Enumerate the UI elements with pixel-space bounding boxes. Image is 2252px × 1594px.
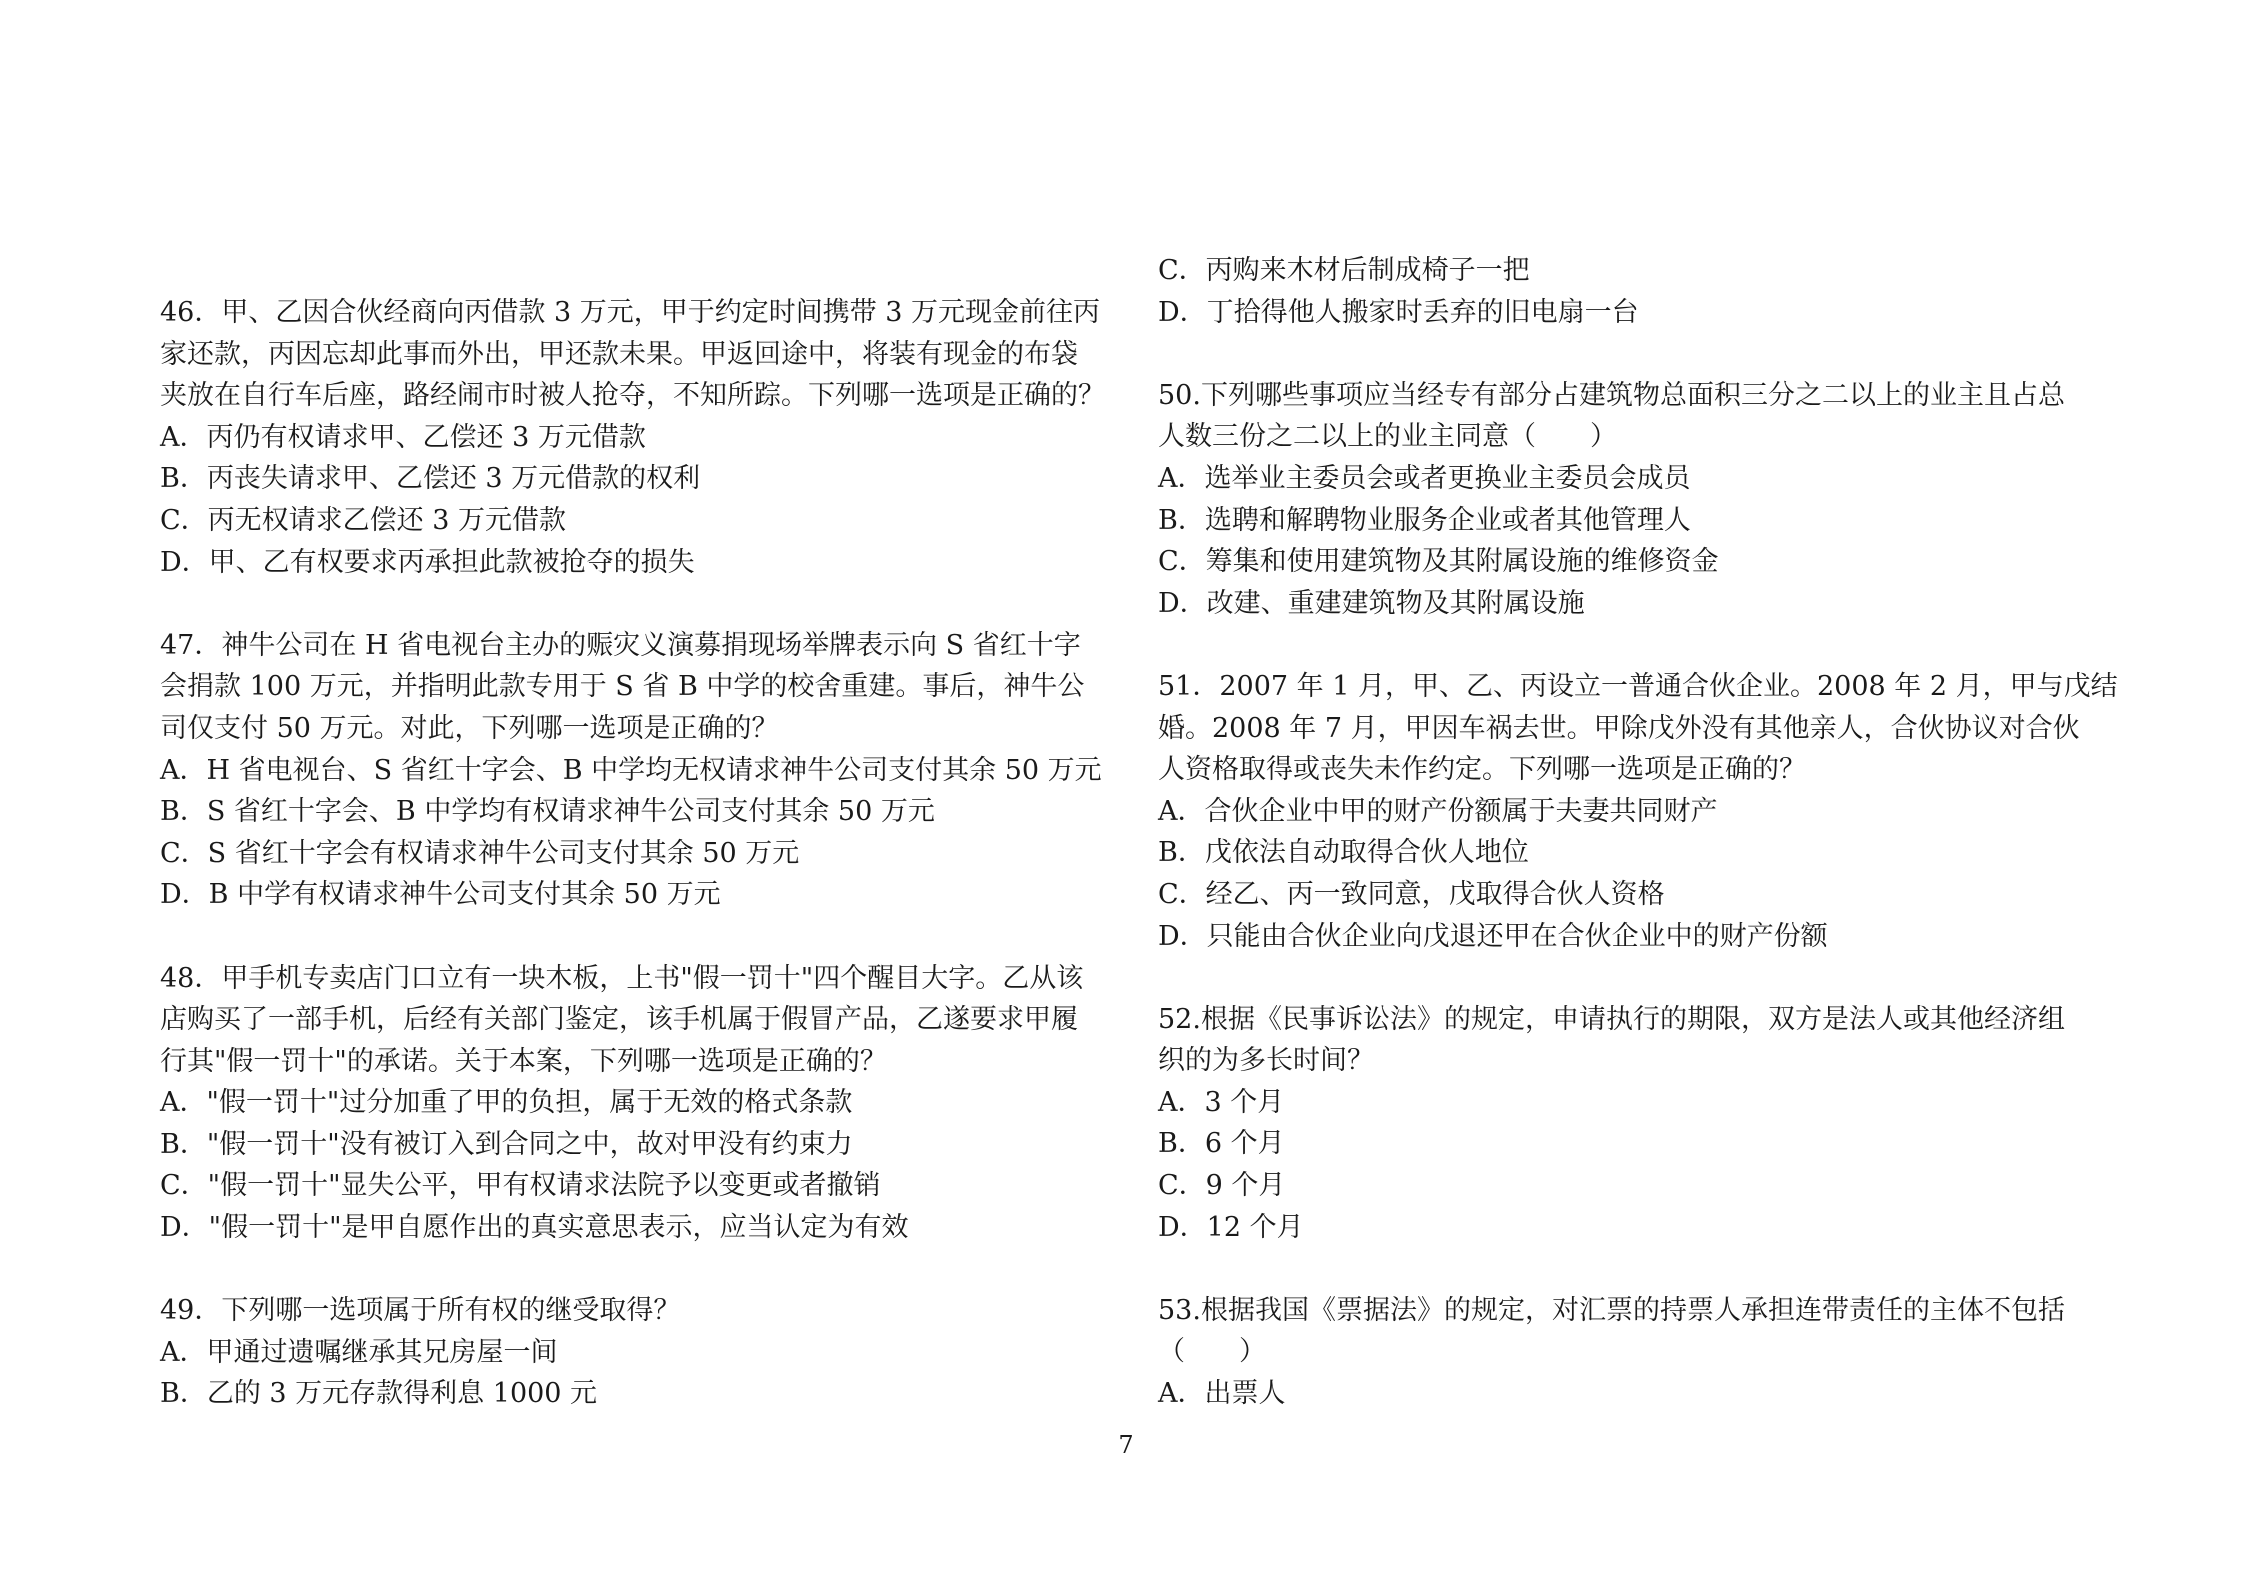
question-stem-line: 人数三份之二以上的业主同意（ ）: [1158, 421, 1617, 453]
answer-option: B．6 个月: [1158, 1128, 1285, 1160]
answer-option: A．甲通过遗嘱继承其兄房屋一间: [160, 1336, 558, 1368]
answer-option: D．改建、重建建筑物及其附属设施: [1158, 587, 1585, 619]
question-q46: [160, 292, 1110, 583]
question-spacer: [160, 583, 1110, 625]
question-stem-line: 46．甲、乙因合伙经商向丙借款 3 万元，甲于约定时间携带 3 万元现金前往丙: [160, 297, 1101, 328]
question-stem-line: 店购买了一部手机，后经有关部门鉴定，该手机属于假冒产品，乙遂要求甲履: [160, 1004, 1078, 1036]
question-q52: [1158, 999, 2103, 1249]
question-stem-line: 52.根据《民事诉讼法》的规定，申请执行的期限，双方是法人或其他经济组: [1158, 1003, 2065, 1035]
question-stem-line: 家还款，丙因忘却此事而外出，甲还款未果。甲返回途中，将装有现金的布袋: [160, 338, 1078, 370]
question-q53: [1158, 1290, 2103, 1415]
question-stem-line: 51．2007 年 1 月，甲、乙、丙设立一普通合伙企业。2008 年 2 月，甲与戊结: [1158, 670, 2118, 702]
question-stem-line: 行其"假一罚十"的承诺。关于本案，下列哪一选项是正确的？: [160, 1045, 887, 1077]
question-stem-line: 夹放在自行车后座，路经闹市时被人抢夺，不知所踪。下列哪一选项是正确的？: [160, 380, 1105, 412]
question-stem-line: 司仅支付 50 万元。对此，下列哪一选项是正确的？: [160, 712, 779, 744]
answer-option: A．"假一罚十"过分加重了甲的负担，属于无效的格式条款: [160, 1087, 853, 1119]
left-column: [160, 292, 1110, 1415]
answer-option: A．H 省电视台、S 省红十字会、B 中学均无权请求神牛公司支付其余 50 万元: [160, 754, 1102, 786]
question-q51: [1158, 666, 2118, 957]
answer-option: C．S 省红十字会有权请求神牛公司支付其余 50 万元: [160, 837, 800, 869]
answer-option: B．丙丧失请求甲、乙偿还 3 万元借款的权利: [160, 463, 701, 495]
answer-option: A．丙仍有权请求甲、乙偿还 3 万元借款: [160, 421, 646, 453]
answer-option: A．出票人: [1158, 1378, 1286, 1410]
question-stem-line: 婚。2008 年 7 月，甲因车祸去世。甲除戊外没有其他亲人，合伙协议对合伙: [1158, 712, 2080, 744]
question-stem-line: 48．甲手机专卖店门口立有一块木板，上书"假一罚十"四个醒目大字。乙从该: [160, 962, 1084, 994]
answer-option: C．筹集和使用建筑物及其附属设施的维修资金: [1158, 546, 1719, 578]
page-number: 7: [1118, 1431, 1134, 1459]
answer-option: B．"假一罚十"没有被订入到合同之中，故对甲没有约束力: [160, 1128, 853, 1160]
question-stem-line: 50.下列哪些事项应当经专有部分占建筑物总面积三分之二以上的业主且占总: [1158, 379, 2065, 411]
question-spacer: [160, 916, 1110, 958]
question-stem-line: 织的为多长时间？: [1158, 1045, 1374, 1077]
answer-option: D．只能由合伙企业向戊退还甲在合伙企业中的财产份额: [1158, 920, 1828, 952]
answer-option: D．B 中学有权请求神牛公司支付其余 50 万元: [160, 879, 721, 911]
question-spacer: [1158, 624, 2103, 666]
answer-option: C．"假一罚十"显失公平，甲有权请求法院予以变更或者撤销: [160, 1170, 881, 1202]
question-stem-line: 会捐款 100 万元，并指明此款专用于 S 省 B 中学的校舍重建。事后，神牛公: [160, 671, 1085, 703]
question-spacer: [160, 1249, 1110, 1291]
answer-option: C．丙无权请求乙偿还 3 万元借款: [160, 504, 567, 536]
answer-option: D．12 个月: [1158, 1211, 1304, 1243]
answer-option: B．戊依法自动取得合伙人地位: [1158, 837, 1529, 869]
question-stem-line: 47．神牛公司在 H 省电视台主办的赈灾义演募捐现场举牌表示向 S 省红十字: [160, 629, 1081, 661]
question-spacer: [1158, 957, 2103, 999]
question-stem-line: 49．下列哪一选项属于所有权的继受取得？: [160, 1295, 681, 1327]
question-q48: [160, 958, 1110, 1249]
answer-option: A．合伙企业中甲的财产份额属于夫妻共同财产: [1158, 795, 1718, 827]
question-spacer: [1158, 333, 2103, 375]
answer-option: D．丁拾得他人搬家时丢弃的旧电扇一台: [1158, 296, 1639, 328]
answer-option: C．经乙、丙一致同意，戊取得合伙人资格: [1158, 878, 1665, 910]
answer-option: A．选举业主委员会或者更换业主委员会成员: [1158, 462, 1691, 494]
question-q49: [160, 1290, 1110, 1415]
right-column: [1158, 250, 2118, 1415]
answer-option: C．9 个月: [1158, 1170, 1286, 1202]
answer-option: A．3 个月: [1158, 1086, 1285, 1118]
answer-option: D．甲、乙有权要求丙承担此款被抢夺的损失: [160, 546, 695, 578]
answer-option: C．丙购来木材后制成椅子一把: [1158, 255, 1530, 286]
question-q49-cont: [1158, 250, 2103, 333]
answer-option: B．S 省红十字会、B 中学均有权请求神牛公司支付其余 50 万元: [160, 796, 935, 828]
question-stem-line: 人资格取得或丧失未作约定。下列哪一选项是正确的？: [1158, 754, 1806, 786]
question-q50: [1158, 375, 2103, 625]
question-stem-line: （ ）: [1158, 1336, 1266, 1368]
answer-option: D．"假一罚十"是甲自愿作出的真实意思表示，应当认定为有效: [160, 1212, 909, 1244]
answer-option: B．选聘和解聘物业服务企业或者其他管理人: [1158, 504, 1691, 536]
question-q47: [160, 625, 1110, 916]
answer-option: B．乙的 3 万元存款得利息 1000 元: [160, 1378, 598, 1410]
question-spacer: [1158, 1248, 2103, 1290]
question-stem-line: 53.根据我国《票据法》的规定，对汇票的持票人承担连带责任的主体不包括: [1158, 1294, 2065, 1326]
